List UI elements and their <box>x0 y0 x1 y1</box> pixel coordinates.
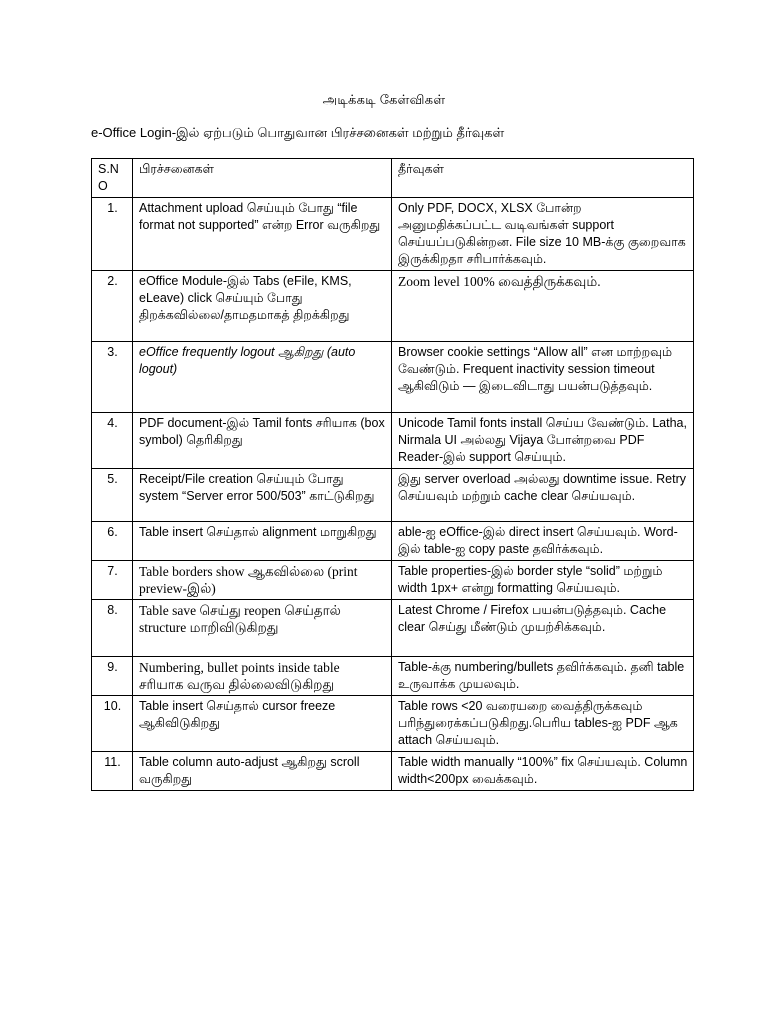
problem-cell: eOffice Module-இல் Tabs (eFile, KMS, eLeave) click செய்யும் போது திறக்கவில்லை/தாமதமாகத் திறக்கிறது <box>133 271 392 342</box>
problem-cell: Table column auto-adjust ஆகிறது scroll வருகிறது <box>133 752 392 791</box>
problem-cell: Table borders show ஆகவில்லை (print preview-இல்) <box>133 561 392 600</box>
solution-cell: Unicode Tamil fonts install செய்ய வேண்டும். Latha, Nirmala UI அல்லது Vijaya போன்றவை PDF Reader-இல் support செய்யும். <box>392 413 694 469</box>
problem-cell: PDF document-இல் Tamil fonts சரியாக (box symbol) தெரிகிறது <box>133 413 392 469</box>
solution-cell: Only PDF, DOCX, XLSX போன்ற அனுமதிக்கப்பட்ட வடிவங்கள் support செய்யப்படுகின்றன. File size 10 MB-க்கு குறைவாக இருக்கிறதா சரிபார்க்கவும். <box>392 198 694 271</box>
row-number: 1. <box>92 198 133 271</box>
row-number: 2. <box>92 271 133 342</box>
problem-cell: Table save செய்து reopen செய்தால் structure மாறிவிடுகிறது <box>133 600 392 657</box>
table-row <box>92 342 694 413</box>
table-header-row <box>92 159 694 198</box>
solution-cell: Table-க்கு numbering/bullets தவிர்க்கவும். தனி table உருவாக்க முயலவும். <box>392 657 694 696</box>
row-number: 9. <box>92 657 133 696</box>
solution-cell: Browser cookie settings “Allow all” என மாற்றவும் வேண்டும். Frequent inactivity session timeout ஆகிவிடும் — இடைவிடாது பயன்படுத்தவும். <box>392 342 694 413</box>
solution-cell: இது server overload அல்லது downtime issue. Retry செய்யவும் மற்றும் cache clear செய்யவும். <box>392 469 694 522</box>
table-row <box>92 469 694 522</box>
table-row <box>92 657 694 696</box>
problem-cell: Table insert செய்தால் alignment மாறுகிறது <box>133 522 392 561</box>
table-row <box>92 561 694 600</box>
solution-cell: Table properties-இல் border style “solid” மற்றும் width 1px+ என்று formatting செய்யவும். <box>392 561 694 600</box>
row-number: 10. <box>92 696 133 752</box>
problem-cell: Receipt/File creation செய்யும் போது system “Server error 500/503” காட்டுகிறது <box>133 469 392 522</box>
problem-cell: Numbering, bullet points inside table சரியாக வருவ தில்லைவிடுகிறது <box>133 657 392 696</box>
table-row <box>92 522 694 561</box>
header-sno: S.NO <box>92 159 133 198</box>
issues-table <box>91 158 694 791</box>
row-number: 11. <box>92 752 133 791</box>
table-row <box>92 198 694 271</box>
solution-cell: Table width manually “100%” fix செய்யவும். Column width<200px வைக்கவும். <box>392 752 694 791</box>
table-row <box>92 271 694 342</box>
row-number: 5. <box>92 469 133 522</box>
solution-cell: able-ஐ eOffice-இல் direct insert செய்யவும். Word-இல் table-ஐ copy paste தவிர்க்கவும். <box>392 522 694 561</box>
solution-cell: Latest Chrome / Firefox பயன்படுத்தவும். Cache clear செய்து மீண்டும் முயற்சிக்கவும். <box>392 600 694 657</box>
issues-table-body <box>92 159 694 791</box>
table-row <box>92 600 694 657</box>
solution-cell: Table rows <20 வரையறை வைத்திருக்கவும் பரிந்துரைக்கப்படுகிறது.பெரிய tables-ஐ PDF ஆக attach செய்யவும். <box>392 696 694 752</box>
solution-cell: Zoom level 100% வைத்திருக்கவும். <box>392 271 694 342</box>
header-problems: பிரச்சனைகள் <box>133 159 392 198</box>
table-row <box>92 696 694 752</box>
row-number: 6. <box>92 522 133 561</box>
document-title: அடிக்கடி கேள்விகள் <box>322 92 446 107</box>
row-number: 8. <box>92 600 133 657</box>
problem-cell: Table insert செய்தால் cursor freeze ஆகிவிடுகிறது <box>133 696 392 752</box>
header-solutions: தீர்வுகள் <box>392 159 694 198</box>
problem-cell: eOffice frequently logout ஆகிறது (auto logout) <box>133 342 392 413</box>
intro-line: e-Office Login-இல் ஏற்படும் பொதுவான பிரச்சனைகள் மற்றும் தீர்வுகள் <box>91 125 505 140</box>
problem-cell: Attachment upload செய்யும் போது “file format not supported” என்ற Error வருகிறது <box>133 198 392 271</box>
row-number: 3. <box>92 342 133 413</box>
table-row <box>92 752 694 791</box>
table-row <box>92 413 694 469</box>
row-number: 7. <box>92 561 133 600</box>
row-number: 4. <box>92 413 133 469</box>
